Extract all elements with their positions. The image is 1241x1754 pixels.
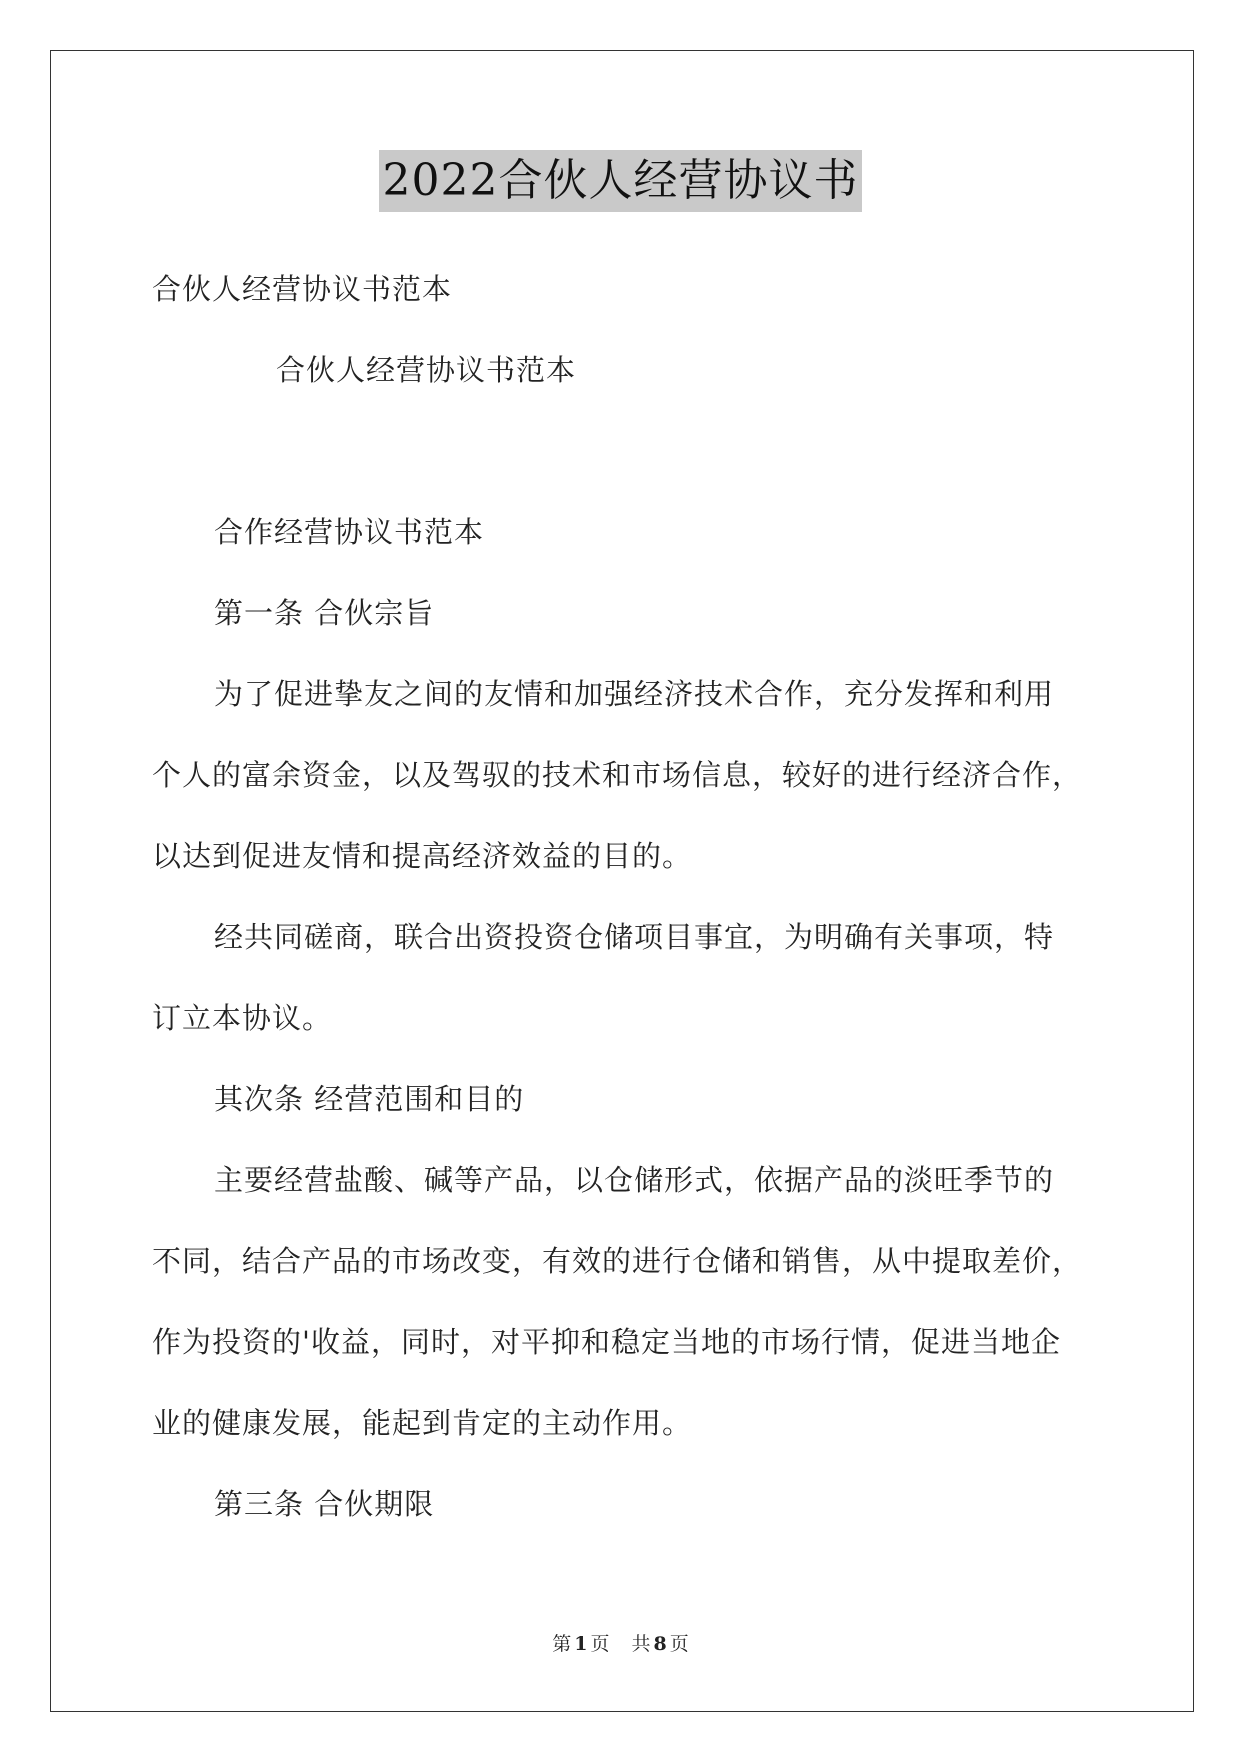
total-prefix: 共 <box>631 1633 651 1655</box>
article-heading-2: 其次条 经营范围和目的 <box>214 1082 525 1116</box>
article-heading-3: 第三条 合伙期限 <box>214 1487 435 1521</box>
title-container <box>0 150 1241 212</box>
page-prefix: 第 <box>552 1633 572 1655</box>
paragraph-line: 经共同磋商，联合出资投资仓储项目事宜，为明确有关事项，特 <box>214 920 1055 954</box>
paragraph-line: 作为投资的'收益，同时，对平抑和稳定当地的市场行情，促进当地企 <box>152 1325 1061 1359</box>
paragraph-line: 订立本协议。 <box>152 1001 333 1035</box>
page-suffix: 页 <box>590 1633 610 1655</box>
paragraph-line: 主要经营盐酸、碱等产品，以仓储形式，依据产品的淡旺季节的 <box>214 1163 1055 1197</box>
total-suffix: 页 <box>669 1633 689 1655</box>
page-footer <box>0 1631 1241 1657</box>
section-heading: 合作经营协议书范本 <box>214 515 485 549</box>
page-current: 1 <box>574 1633 588 1655</box>
article-heading-1: 第一条 合伙宗旨 <box>214 596 435 630</box>
document-title: 2022合伙人经营协议书 <box>379 150 863 212</box>
indented-subtitle-line: 合伙人经营协议书范本 <box>276 353 577 387</box>
paragraph-line: 个人的富余资金，以及驾驭的技术和市场信息，较好的进行经济合作， <box>152 758 1083 792</box>
paragraph-line: 不同，结合产品的市场改变，有效的进行仓储和销售，从中提取差价， <box>152 1244 1083 1278</box>
paragraph-line: 为了促进挚友之间的友情和加强经济技术合作，充分发挥和利用 <box>214 677 1055 711</box>
page-total: 8 <box>653 1633 667 1655</box>
paragraph-line: 以达到促进友情和提高经济效益的目的。 <box>152 839 693 873</box>
paragraph-line: 业的健康发展，能起到肯定的主动作用。 <box>152 1406 693 1440</box>
subtitle-line: 合伙人经营协议书范本 <box>152 272 453 306</box>
